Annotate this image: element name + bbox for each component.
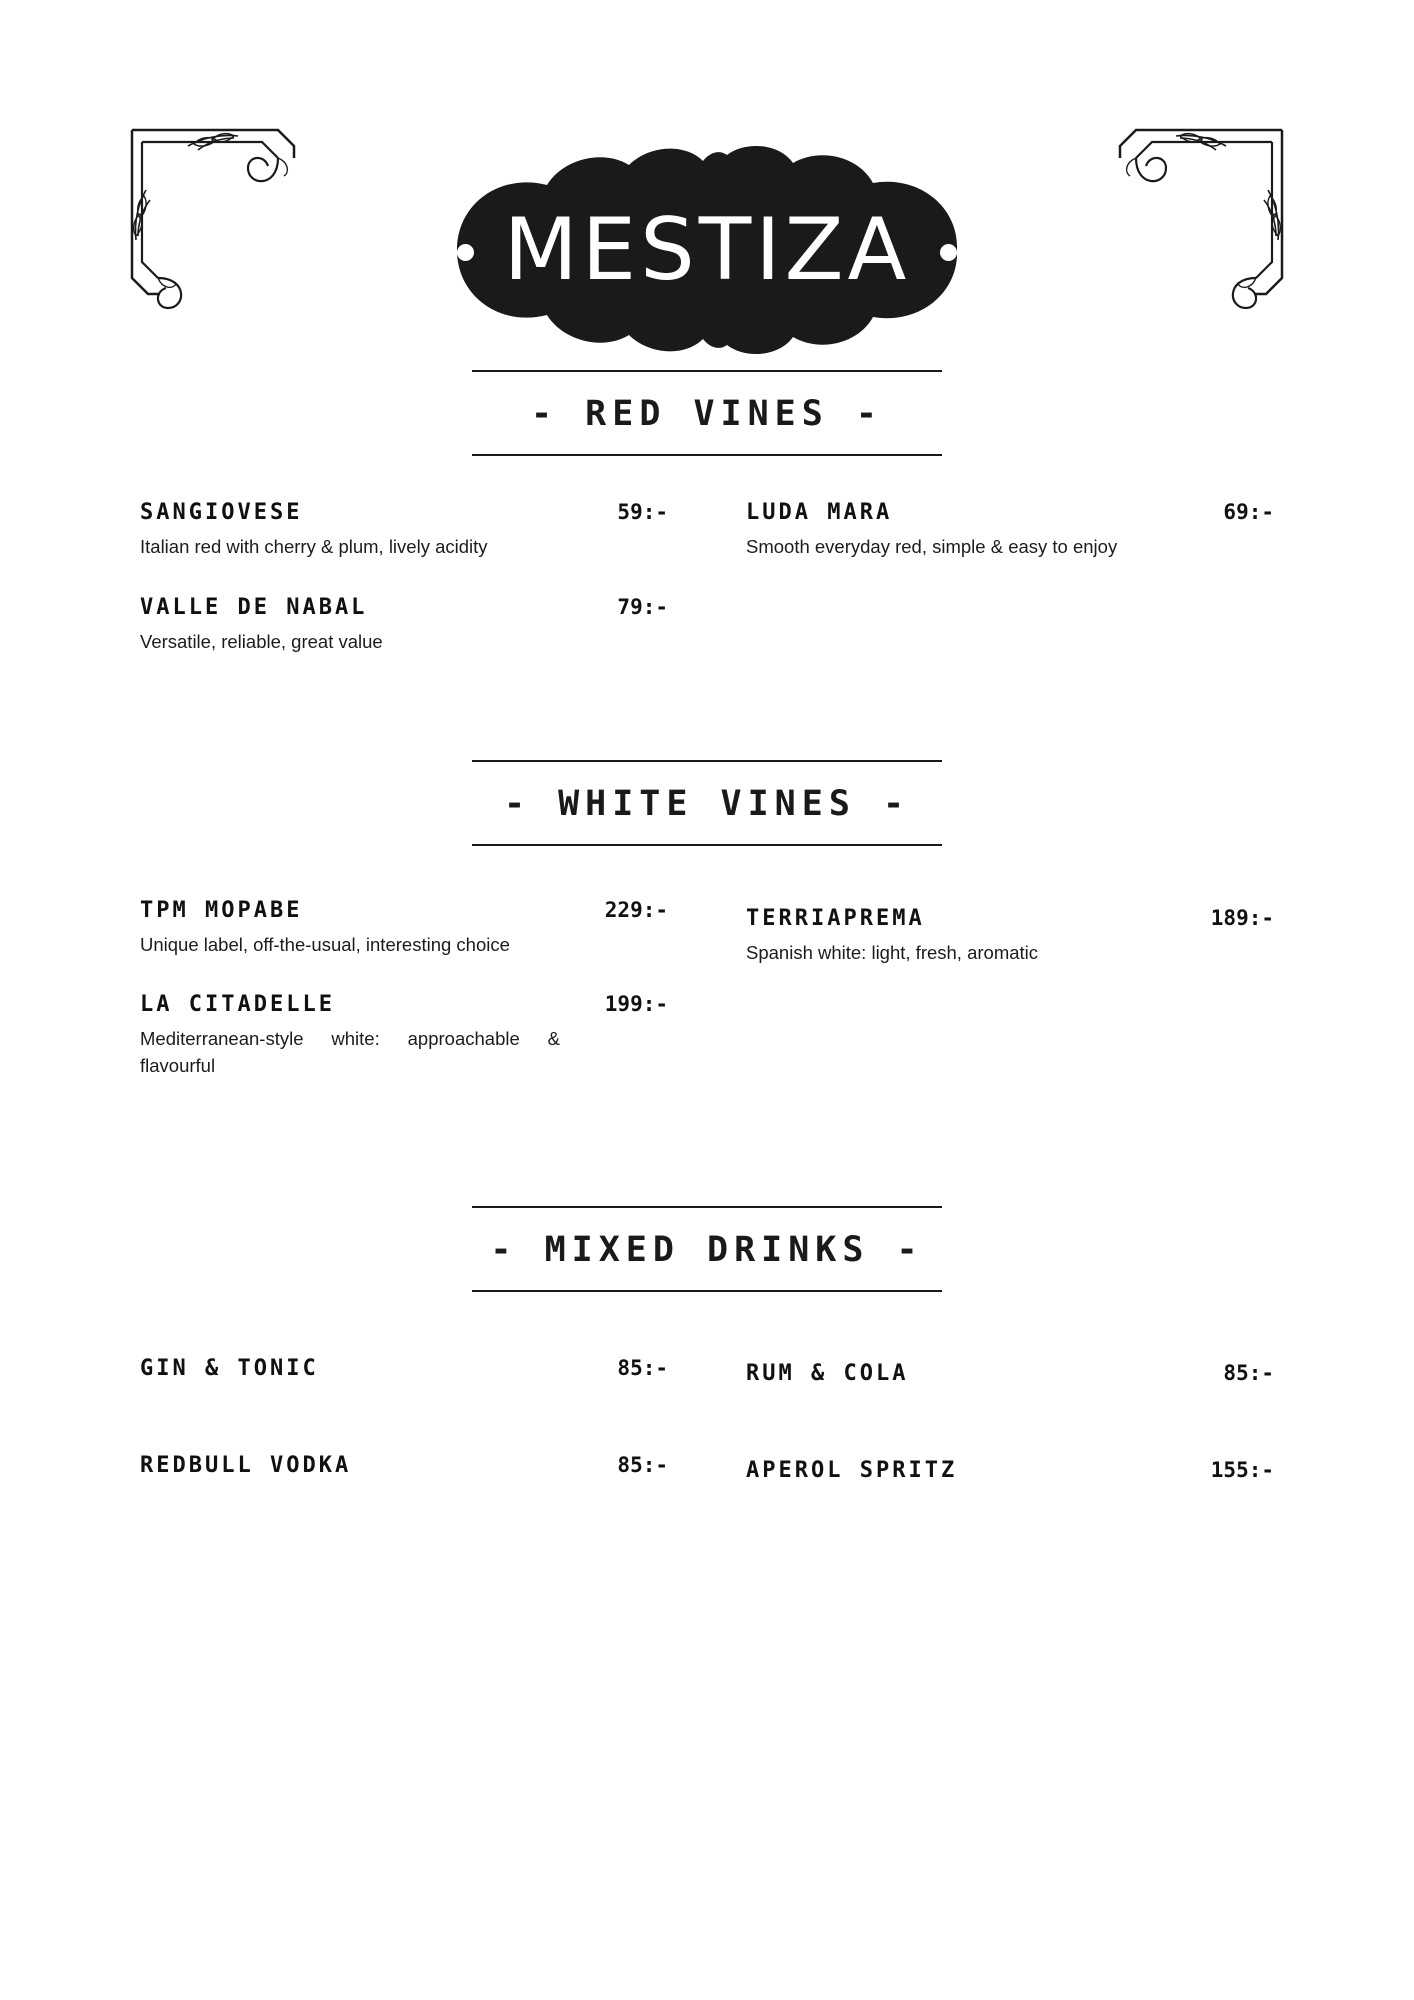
- section-rule-bottom: [472, 1290, 942, 1292]
- menu-item-description: Versatile, reliable, great value: [140, 630, 383, 652]
- menu-item-description: Italian red with cherry & plum, lively acidity: [140, 536, 488, 557]
- brand-name: MESTIZA: [503, 200, 911, 300]
- menu-header: [0, 0, 1414, 300]
- menu-item[interactable]: [140, 1453, 668, 1478]
- menu-item-price: 199:-: [604, 992, 668, 1017]
- menu-item-price: 155:-: [1210, 1458, 1274, 1483]
- menu-item-name: RUM & COLA: [746, 1361, 909, 1387]
- menu-item[interactable]: [140, 1356, 668, 1381]
- menu-item-description: Smooth everyday red, simple & easy to enjoy: [746, 536, 1118, 557]
- section-header: [472, 370, 942, 456]
- section-title: - WHITE VINES -: [503, 783, 911, 824]
- menu-column-right: [746, 898, 1274, 1114]
- section-header: [472, 760, 942, 846]
- menu-item-price: 79:-: [617, 594, 668, 619]
- menu-item-price: 85:-: [1223, 1361, 1274, 1386]
- menu-item-name: REDBULL VODKA: [140, 1453, 352, 1479]
- menu-item-price: 189:-: [1210, 905, 1274, 930]
- section-rule-bottom: [472, 454, 942, 456]
- menu-item-name: GIN & TONIC: [140, 1356, 319, 1382]
- menu-item-name: LUDA MARA: [746, 500, 893, 525]
- menu-item-price: 59:-: [617, 500, 668, 524]
- menu-item-description: Spanish white: light, fresh, aromatic: [746, 941, 1039, 963]
- section-title: - RED VINES -: [531, 394, 883, 434]
- menu-item-name: LA CITADELLE: [140, 992, 335, 1018]
- menu-item[interactable]: [140, 500, 668, 561]
- menu-content: [0, 370, 1414, 1555]
- menu-section-mixed-drinks: [140, 1206, 1274, 1555]
- menu-item[interactable]: [140, 595, 668, 656]
- menu-column-right: [746, 500, 1274, 690]
- brand-logo: [397, 135, 1017, 365]
- menu-column-left: [140, 1356, 668, 1555]
- corner-flourish-icon: [128, 128, 318, 373]
- menu-item-price: 229:-: [604, 897, 668, 922]
- menu-item[interactable]: [140, 992, 668, 1080]
- logo-dot-left-icon: [457, 244, 474, 261]
- menu-item-price: 85:-: [617, 1453, 668, 1478]
- section-rule-bottom: [472, 844, 942, 846]
- menu-column-right: [746, 1356, 1274, 1555]
- menu-item[interactable]: [746, 1361, 1274, 1386]
- menu-item-name: TERRIAPREMA: [746, 905, 925, 931]
- menu-column-left: [140, 500, 668, 690]
- menu-item-name: TPM MOPABE: [140, 897, 303, 923]
- menu-item-description: Unique label, off-the-usual, interesting choice: [140, 933, 510, 955]
- menu-item-name: APEROL SPRITZ: [746, 1458, 958, 1484]
- menu-section-white-vines: [140, 760, 1274, 1114]
- menu-item-price: 85:-: [617, 1356, 668, 1381]
- menu-item[interactable]: [140, 898, 668, 959]
- menu-item-price: 69:-: [1223, 500, 1274, 524]
- menu-section-red-vines: [140, 370, 1274, 690]
- corner-flourish-icon: [1096, 128, 1286, 373]
- menu-item[interactable]: [746, 1458, 1274, 1483]
- menu-item-name: VALLE DE NABAL: [140, 594, 368, 620]
- menu-column-left: [140, 898, 668, 1114]
- logo-dot-right-icon: [940, 244, 957, 261]
- menu-item[interactable]: [746, 500, 1274, 561]
- section-title: - MIXED DRINKS -: [490, 1230, 924, 1271]
- section-header: [472, 1206, 942, 1292]
- menu-item-description: Mediterranean-style white: approachable & flavourful: [140, 1028, 560, 1077]
- menu-item-name: SANGIOVESE: [140, 500, 303, 525]
- menu-item[interactable]: [746, 906, 1274, 967]
